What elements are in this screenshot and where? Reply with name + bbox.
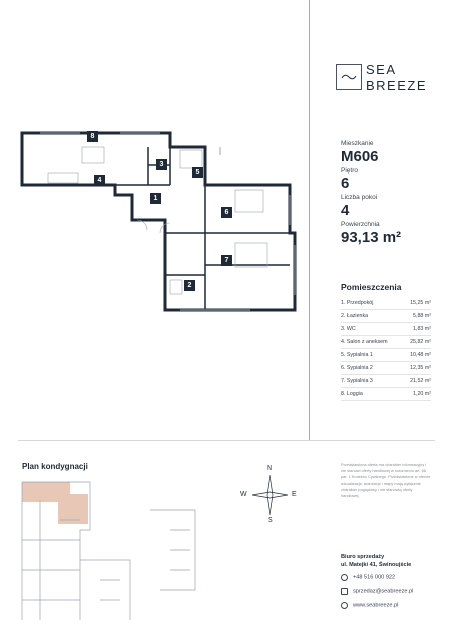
website-contact[interactable] (341, 602, 398, 609)
floor-value: 6 (341, 175, 350, 192)
room-name: 1. Przedpokój (341, 300, 374, 306)
room-separator (341, 361, 431, 362)
email-contact[interactable] (341, 588, 413, 595)
room-row (341, 326, 431, 332)
wave-icon (336, 64, 362, 90)
brand-logo (336, 60, 436, 100)
room-separator (341, 348, 431, 349)
room-row (341, 378, 431, 384)
room-separator (341, 322, 431, 323)
building-floor-plan (20, 480, 200, 620)
room-row (341, 391, 431, 397)
room-name: 8. Loggia (341, 391, 363, 397)
apartment-label: Mieszkanie (341, 140, 374, 147)
room-area: 10,48 m² (410, 352, 431, 358)
compass-north: N (267, 465, 273, 472)
rooms-label: Liczba pokoi (341, 194, 378, 201)
plan-badge-6: 6 (221, 207, 232, 218)
compass-south: S (268, 517, 273, 524)
plan-badge-7: 7 (221, 255, 232, 266)
plan-badge-2: 2 (184, 280, 195, 291)
mail-icon (341, 588, 348, 595)
room-row (341, 339, 431, 345)
room-name: 7. Sypialnia 3 (341, 378, 373, 384)
horizontal-divider (18, 440, 435, 441)
brand-line1: SEA (366, 62, 397, 77)
room-name: 6. Sypialnia 2 (341, 365, 373, 371)
room-area: 25,82 m² (410, 339, 431, 345)
room-name: 2. Łazienka (341, 313, 369, 319)
room-name: 3. WC (341, 326, 356, 332)
vertical-divider (309, 0, 310, 440)
office-address: ul. Matejki 41, Świnoujście (341, 562, 412, 568)
room-name: 5. Sypialnia 1 (341, 352, 373, 358)
office-title: Biuro sprzedaży (341, 554, 385, 560)
floor-label: Piętro (341, 167, 358, 174)
phone-icon (341, 574, 348, 581)
room-name: 4. Salon z aneksem (341, 339, 388, 345)
phone-number: +48 516 000 922 (353, 574, 396, 581)
floor-plan-title: Plan kondygnacji (22, 462, 88, 471)
website-url: www.seabreeze.pl (353, 602, 399, 609)
email-address: sprzedaz@seabreeze.pl (353, 588, 414, 595)
apartment-floor-plan (20, 125, 305, 325)
room-separator (341, 387, 431, 388)
room-area: 1,20 m² (413, 391, 431, 397)
room-separator (341, 335, 431, 336)
area-label: Powierzchnia (341, 221, 380, 228)
room-separator (341, 374, 431, 375)
room-separator (341, 309, 431, 310)
rooms-section-title: Pomieszczenia (341, 282, 402, 292)
area-value: 93,13 m² (341, 229, 402, 246)
room-row (341, 313, 431, 319)
compass-west: W (240, 491, 247, 498)
plan-badge-1: 1 (150, 193, 161, 204)
room-area: 15,25 m² (410, 300, 431, 306)
room-area: 21,52 m² (410, 378, 431, 384)
rooms-value: 4 (341, 202, 350, 219)
room-row (341, 352, 431, 358)
room-area: 1,83 m² (413, 326, 431, 332)
plan-badge-8: 8 (87, 131, 98, 142)
compass-east: E (292, 491, 297, 498)
plan-badge-5: 5 (192, 167, 203, 178)
compass-rose-icon (252, 475, 288, 515)
room-separator (341, 400, 431, 401)
plan-badge-4: 4 (94, 175, 105, 186)
globe-icon (341, 602, 348, 609)
disclaimer-text: Przedstawiona oferta ma charakter informacyjny i nie stanowi oferty handlowej w rozumieniu art. 66 par. 1 Kodeksu Cywilnego. Przedstawione w ofercie wizualizacje, aranżacje i mapy mają wyłącznie charakter poglądowy i nie stanowią oferty handlowej. (341, 462, 431, 499)
room-area: 12,35 m² (410, 365, 431, 371)
plan-badge-3: 3 (156, 159, 167, 170)
compass (240, 465, 300, 525)
room-row (341, 300, 431, 306)
office-block (341, 553, 411, 569)
room-row (341, 365, 431, 371)
room-area: 5,88 m² (413, 313, 431, 319)
apartment-value: M606 (341, 148, 379, 165)
brand-line2: BREEZE (366, 78, 428, 93)
phone-contact[interactable] (341, 574, 395, 581)
